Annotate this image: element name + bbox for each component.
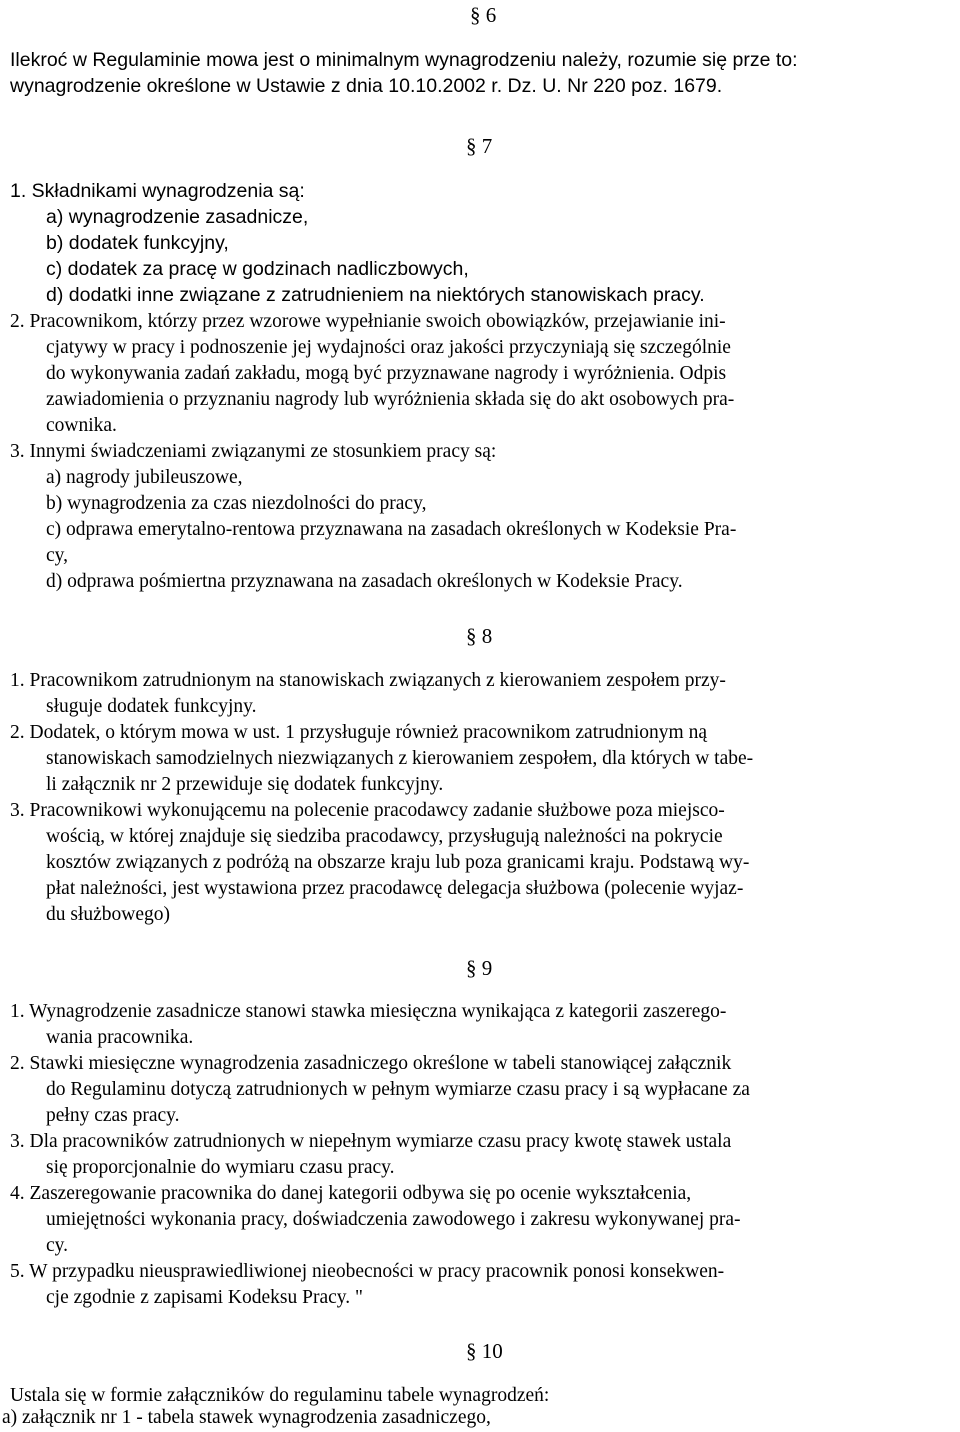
- section-9-line: 1. Wynagrodzenie zasadnicze stanowi stawka miesięczna wynikająca z kategorii zaszerego-: [10, 1001, 727, 1022]
- section-9-line: się proporcjonalnie do wymiaru czasu pracy.: [46, 1157, 395, 1178]
- section-7-line: cownika.: [46, 415, 117, 436]
- section-7-line: b) dodatek funkcyjny,: [46, 232, 229, 254]
- section-8-line: du służbowego): [46, 904, 171, 925]
- section-8-line: 2. Dodatek, o którym mowa w ust. 1 przysługuje również pracownikom zatrudnionym ną: [10, 722, 707, 743]
- section-7-line: cjatywy w pracy i podnoszenie jej wydajności oraz jakości przyczyniają się szczególnie: [46, 337, 731, 358]
- section-7-line: a) nagrody jubileuszowe,: [46, 467, 243, 488]
- section-9-line: 4. Zaszeregowanie pracownika do danej kategorii odbywa się po ocenie wykształcenia,: [10, 1183, 692, 1204]
- section-9-line: 3. Dla pracowników zatrudnionych w niepełnym wymiarze czasu pracy kwotę stawek ustala: [10, 1131, 732, 1152]
- section-7-line: a) wynagrodzenie zasadnicze,: [46, 206, 309, 228]
- section-7-line: 1. Składnikami wynagrodzenia są:: [10, 180, 305, 202]
- section-9-line: cy.: [46, 1235, 69, 1256]
- section-8-line: płat należności, jest wystawiona przez pracodawcę delegacja służbowa (polecenie wyjaz-: [46, 878, 744, 899]
- section-6-heading: § 6: [470, 3, 497, 27]
- section-7-line: do wykonywania zadań zakładu, mogą być przyznawane nagrody i wyróżnienia. Odpis: [46, 363, 727, 384]
- section-8-line: kosztów związanych z podróżą na obszarze kraju lub poza granicami kraju. Podstawą wy-: [46, 852, 750, 873]
- section-7-line: 2. Pracownikom, którzy przez wzorowe wypełnianie swoich obowiązków, przejawianie ini-: [10, 311, 726, 332]
- section-9-line: cje zgodnie z zapisami Kodeksu Pracy. ": [46, 1287, 363, 1308]
- section-10-line: Ustala się w formie załączników do regulaminu tabele wynagrodzeń:: [10, 1385, 550, 1406]
- section-10-heading: § 10: [466, 1339, 503, 1363]
- section-9-line: wania pracownika.: [46, 1027, 194, 1048]
- section-7-line: d) dodatki inne związane z zatrudnieniem na niektórych stanowiskach pracy.: [46, 284, 705, 306]
- section-8-line: li załącznik nr 2 przewiduje się dodatek funkcyjny.: [46, 774, 444, 795]
- section-9-line: umiejętności wykonania pracy, doświadczenia zawodowego i zakresu wykonywanej pra-: [46, 1209, 741, 1230]
- section-7-line: b) wynagrodzenia za czas niezdolności do pracy,: [46, 493, 427, 514]
- section-9-line: do Regulaminu dotyczą zatrudnionych w pełnym wymiarze czasu pracy i są wypłacane za: [46, 1079, 750, 1100]
- section-7-line: c) dodatek za pracę w godzinach nadliczbowych,: [46, 258, 469, 280]
- section-7-heading: § 7: [466, 134, 493, 158]
- section-9-line: 2. Stawki miesięczne wynagrodzenia zasadniczego określone w tabeli stanowiącej załącznik: [10, 1053, 732, 1074]
- section-6-line: wynagrodzenie określone w Ustawie z dnia 10.10.2002 r. Dz. U. Nr 220 poz. 1679.: [10, 75, 723, 97]
- section-9-line: pełny czas pracy.: [46, 1105, 180, 1126]
- section-7-line: d) odprawa pośmiertna przyznawana na zasadach określonych w Kodeksie Pracy.: [46, 571, 683, 592]
- section-8-line: stanowiskach samodzielnych niezwiązanych z kierowaniem zespołem, dla których w tabe-: [46, 748, 754, 769]
- section-9-line: 5. W przypadku nieusprawiedliwionej nieobecności w pracy pracownik ponosi konsekwen-: [10, 1261, 725, 1282]
- section-7-line: zawiadomienia o przyznaniu nagrody lub wyróżnienia składa się do akt osobowych pra-: [46, 389, 735, 410]
- section-8-line: 3. Pracownikowi wykonującemu na polecenie pracodawcy zadanie służbowe poza miejsco-: [10, 800, 725, 821]
- section-8-heading: § 8: [466, 624, 493, 648]
- section-8-line: wością, w której znajduje się siedziba pracodawcy, przysługują należności na pokrycie: [46, 826, 723, 847]
- section-7-line: c) odprawa emerytalno-rentowa przyznawana na zasadach określonych w Kodeksie Pra-: [46, 519, 737, 540]
- section-9-heading: § 9: [466, 956, 493, 980]
- section-7-line: 3. Innymi świadczeniami związanymi ze stosunkiem pracy są:: [10, 441, 497, 462]
- section-8-line: 1. Pracownikom zatrudnionym na stanowiskach związanych z kierowaniem zespołem przy-: [10, 670, 726, 691]
- section-10-line: a) załącznik nr 1 - tabela stawek wynagrodzenia zasadniczego,: [2, 1407, 491, 1428]
- section-8-line: sługuje dodatek funkcyjny.: [46, 696, 257, 717]
- section-6-line: Ilekroć w Regulaminie mowa jest o minimalnym wynagrodzeniu należy, rozumie się prze to:: [10, 49, 798, 71]
- section-7-line: cy,: [46, 545, 69, 566]
